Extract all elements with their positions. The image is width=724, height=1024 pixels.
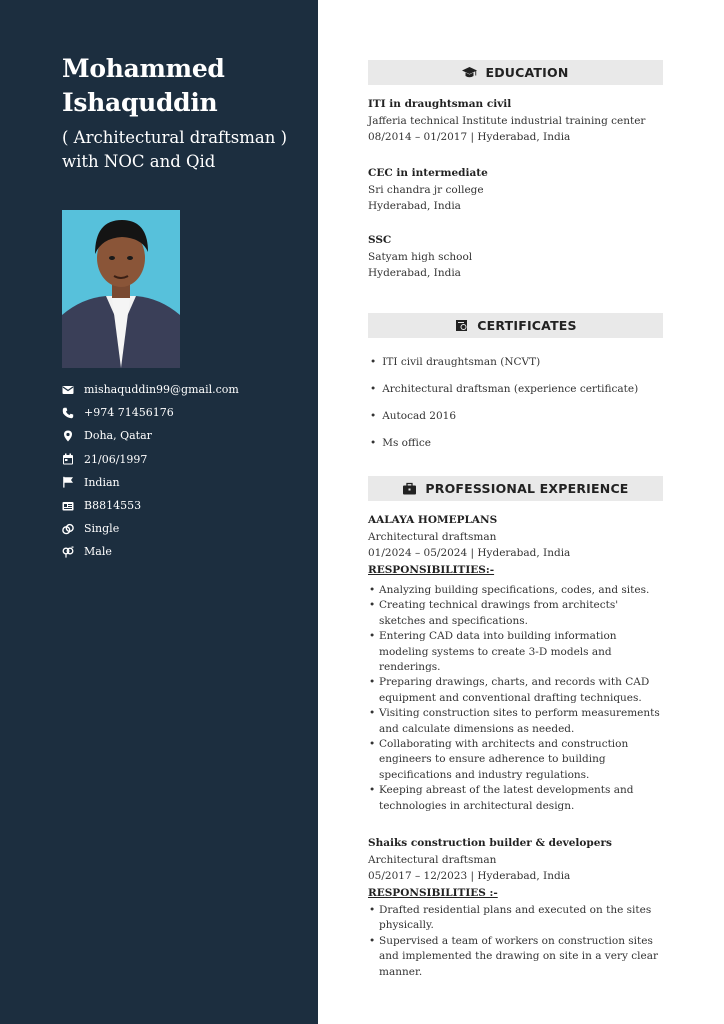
responsibilities-list (368, 903, 663, 980)
flag-icon (62, 476, 74, 488)
calendar-icon (62, 453, 74, 465)
responsibility-item: • Analyzing building specifications, codes, and sites. (368, 583, 663, 598)
experience-company: Shaiks construction builder & developers (368, 837, 612, 849)
name-line-1: Mohammed (62, 54, 225, 83)
contact-birthdate-text: 21/06/1997 (84, 452, 148, 466)
contact-location (62, 424, 302, 447)
rings-icon (62, 523, 74, 535)
education-item-title: SSC (368, 234, 392, 246)
certificate-icon (454, 319, 469, 332)
contact-location-text: Doha, Qatar (84, 429, 152, 443)
contact-id-text: B8814553 (84, 499, 142, 513)
experience-position: Architectural draftsman (368, 530, 497, 543)
responsibilities-label: RESPONSIBILITIES:- (368, 563, 495, 576)
briefcase-icon (402, 482, 417, 495)
responsibility-item: • Supervised a team of workers on construction sites and implemented the drawing on site in a very clear manner. (368, 934, 663, 980)
responsibilities-label: RESPONSIBILITIES :- (368, 886, 498, 899)
experience-dates: 01/2024 – 05/2024 | Hyderabad, India (368, 547, 571, 559)
contact-marital-status (62, 517, 302, 540)
candidate-name (62, 52, 302, 120)
experience-header (368, 476, 663, 501)
certificate-item: • Architectural draftsman (experience certificate) (368, 375, 663, 402)
contact-phone[interactable] (62, 401, 302, 424)
education-item-3 (368, 232, 663, 282)
responsibilities-list (368, 583, 663, 814)
education-item-school: Sri chandra jr college (368, 183, 484, 196)
profile-photo (62, 210, 180, 368)
certificate-item: • Autocad 2016 (368, 402, 663, 429)
contact-email[interactable] (62, 378, 302, 401)
responsibility-item: • Entering CAD data into building information modeling systems to create 3-D models and renderings. (368, 629, 663, 675)
contact-birthdate (62, 448, 302, 471)
experience-company: AALAYA HOMEPLANS (368, 514, 498, 526)
candidate-role: ( Architectural draftsman ) with NOC and Qid (62, 128, 288, 171)
contact-id (62, 494, 302, 517)
experience-position: Architectural draftsman (368, 853, 497, 866)
contact-list (62, 378, 302, 564)
education-item-location: Hyderabad, India (368, 267, 461, 279)
sidebar (0, 0, 318, 1024)
responsibility-item: • Drafted residential plans and executed on the sites physically. (368, 903, 663, 934)
certificate-item: • Ms office (368, 429, 663, 456)
contact-gender-text: Male (84, 545, 112, 559)
phone-icon (62, 407, 74, 419)
education-item-1 (368, 96, 663, 146)
certificates-list (368, 348, 663, 456)
contact-gender (62, 540, 302, 563)
contact-nationality-text: Indian (84, 475, 120, 489)
contact-email-text: mishaquddin99@gmail.com (84, 383, 239, 397)
responsibility-item: • Collaborating with architects and construction engineers to ensure adherence to building specifications and industry regulations. (368, 737, 663, 783)
contact-marital-status-text: Single (84, 522, 120, 536)
location-pin-icon (62, 430, 74, 442)
experience-item-2 (368, 835, 663, 980)
education-item-school: Jafferia technical Institute industrial training center (368, 114, 646, 127)
responsibility-item: • Keeping abreast of the latest developments and technologies in architectural design. (368, 783, 663, 814)
education-item-title: ITI in draughtsman civil (368, 98, 512, 110)
contact-phone-text: +974 71456176 (84, 406, 174, 420)
gender-icon (62, 546, 74, 558)
contact-nationality (62, 471, 302, 494)
name-line-2: Ishaquddin (62, 88, 218, 117)
graduation-cap-icon (462, 66, 477, 79)
responsibility-item: • Preparing drawings, charts, and records with CAD equipment and conventional drafting techniques. (368, 675, 663, 706)
responsibility-item: • Visiting construction sites to perform measurements and calculate dimensions as needed. (368, 706, 663, 737)
education-title: EDUCATION (485, 65, 569, 80)
education-item-title: CEC in intermediate (368, 167, 488, 179)
experience-item-1 (368, 512, 663, 814)
education-item-location: Hyderabad, India (368, 200, 461, 212)
certificate-item: • ITI civil draughtsman (NCVT) (368, 348, 663, 375)
certificates-header (368, 313, 663, 338)
experience-title: PROFESSIONAL EXPERIENCE (425, 481, 629, 496)
education-item-dates: 08/2014 – 01/2017 | Hyderabad, India (368, 131, 571, 143)
responsibility-item: • Creating technical drawings from architects' sketches and specifications. (368, 598, 663, 629)
email-icon (62, 384, 74, 396)
experience-dates: 05/2017 – 12/2023 | Hyderabad, India (368, 870, 571, 882)
certificates-title: CERTIFICATES (477, 318, 577, 333)
id-card-icon (62, 500, 74, 512)
education-item-2 (368, 165, 663, 215)
education-item-school: Satyam high school (368, 250, 473, 263)
education-header (368, 60, 663, 85)
